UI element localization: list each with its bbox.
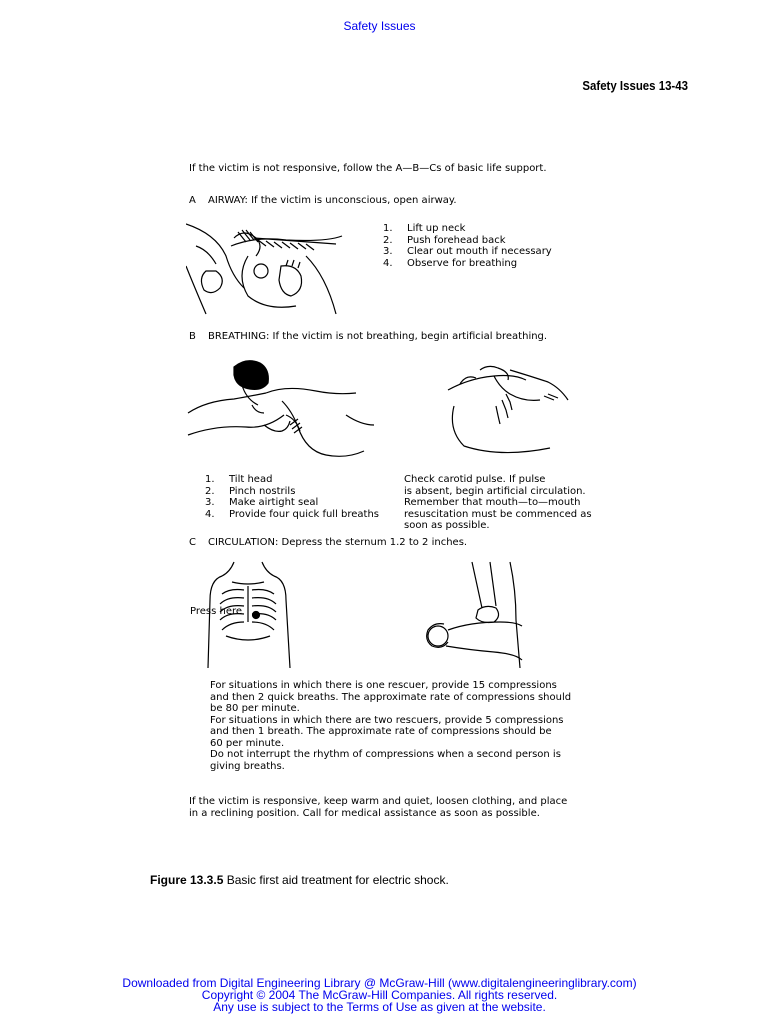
- note-line: be 80 per minute.: [210, 703, 300, 714]
- pulse-note-line: is absent, begin artificial circulation.: [404, 485, 586, 497]
- pulse-note-line: Check carotid pulse. If pulse: [404, 474, 546, 485]
- figure-caption: [150, 873, 449, 887]
- note-line: and then 2 quick breaths. The approximate rate of compressions should: [210, 691, 572, 703]
- closing-line: If the victim is responsive, keep warm and quiet, loosen clothing, and place: [189, 796, 568, 807]
- circulation-heading-text: CIRCULATION: Depress the sternum 1.2 to 2 inches.: [208, 537, 468, 548]
- breathing-letter: B: [189, 331, 196, 342]
- footer-terms-link[interactable]: Any use is subject to the Terms of Use as given at the website.: [213, 1000, 546, 1014]
- step-text: Pinch nostrils: [229, 485, 296, 497]
- step-number: 2.: [205, 485, 215, 497]
- breathing-illustration-left: [186, 355, 376, 465]
- list-item: [383, 258, 552, 270]
- airway-illustration: [186, 216, 346, 316]
- circulation-letter: C: [189, 537, 196, 548]
- intro-text: If the victim is not responsive, follow the A—B—Cs of basic life support.: [189, 163, 547, 174]
- pulse-note-line: resuscitation must be commenced as: [404, 508, 592, 520]
- step-text: Push forehead back: [407, 234, 506, 246]
- circulation-heading: [189, 537, 467, 549]
- footer-download-link[interactable]: Downloaded from Digital Engineering Library @ McGraw-Hill (www.digitalengineeringlibrary.com): [122, 976, 637, 990]
- page-header: Safety Issues 13-43: [582, 78, 688, 93]
- pulse-note-line: Remember that mouth—to—mouth: [404, 497, 581, 508]
- press-here-label: Press here: [190, 606, 243, 617]
- step-number: 1.: [383, 223, 393, 234]
- note-line: and then 1 breath. The approximate rate of compressions should be: [210, 726, 552, 737]
- footer: [0, 977, 759, 1013]
- breathing-illustration-right: [440, 360, 570, 455]
- step-number: 4.: [383, 257, 393, 269]
- figure-caption-text: Basic first aid treatment for electric shock.: [223, 873, 449, 887]
- list-item: [383, 235, 552, 247]
- note-line: For situations in which there are two rescuers, provide 5 compressions: [210, 714, 564, 726]
- note-line: Do not interrupt the rhythm of compressions when a second person is: [210, 749, 561, 760]
- note-line: giving breaths.: [210, 760, 285, 772]
- top-link[interactable]: Safety Issues: [343, 19, 416, 33]
- circulation-illustration-right: [420, 560, 525, 670]
- list-item: [383, 223, 552, 235]
- step-text: Provide four quick full breaths: [229, 508, 380, 520]
- step-number: 3.: [383, 246, 393, 257]
- list-item: [205, 486, 379, 498]
- breathing-heading: [189, 331, 547, 343]
- airway-steps: [383, 223, 552, 269]
- step-number: 1.: [205, 474, 215, 485]
- step-number: 4.: [205, 508, 215, 520]
- breathing-heading-text: BREATHING: If the victim is not breathing, begin artificial breathing.: [208, 331, 548, 342]
- airway-heading: [189, 195, 457, 207]
- step-number: 2.: [383, 234, 393, 246]
- pulse-note: [404, 474, 592, 532]
- list-item: [205, 474, 379, 486]
- pulse-note-line: soon as possible.: [404, 520, 490, 531]
- step-text: Make airtight seal: [229, 497, 319, 508]
- breathing-steps: [205, 474, 379, 520]
- list-item: [383, 246, 552, 258]
- footer-copyright[interactable]: Copyright © 2004 The McGraw-Hill Companies. All rights reserved.: [201, 988, 558, 1002]
- closing-text: [189, 796, 567, 819]
- note-line: For situations in which there is one rescuer, provide 15 compressions: [210, 680, 557, 691]
- step-text: Lift up neck: [407, 223, 466, 234]
- note-line: 60 per minute.: [210, 737, 285, 749]
- airway-letter: A: [189, 195, 196, 206]
- step-text: Clear out mouth if necessary: [407, 246, 552, 257]
- list-item: [205, 509, 379, 521]
- circulation-notes: [210, 680, 571, 772]
- airway-heading-text: AIRWAY: If the victim is unconscious, open airway.: [208, 195, 457, 206]
- step-text: Observe for breathing: [407, 257, 518, 269]
- step-text: Tilt head: [229, 474, 273, 485]
- step-number: 3.: [205, 497, 215, 508]
- closing-line: in a reclining position. Call for medical assistance as soon as possible.: [189, 807, 540, 819]
- figure-label: Figure 13.3.5: [150, 873, 224, 887]
- list-item: [205, 497, 379, 509]
